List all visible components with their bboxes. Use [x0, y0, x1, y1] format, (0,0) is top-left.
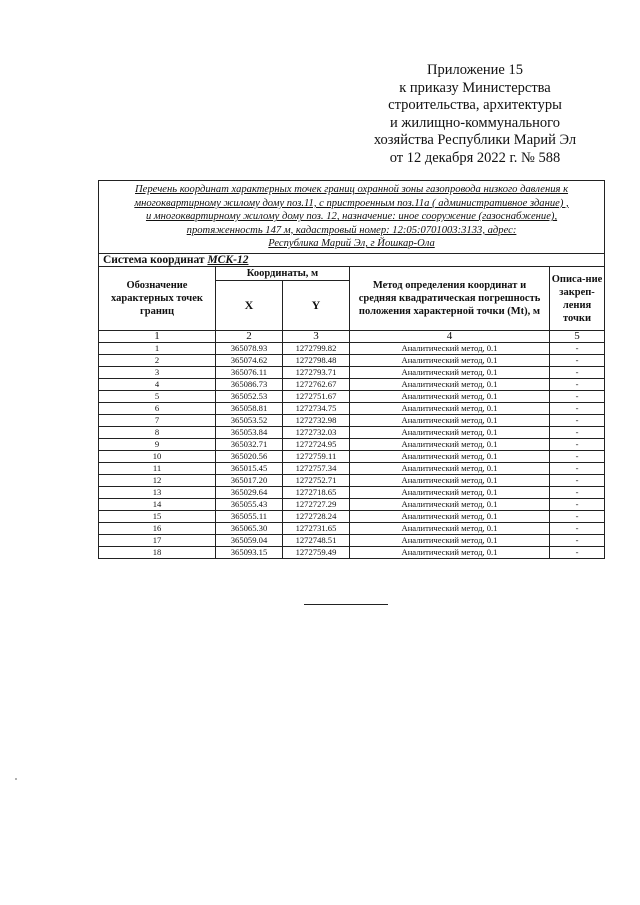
y-cell: 1272759.49 — [283, 547, 350, 559]
y-cell: 1272798.48 — [283, 355, 350, 367]
appendix-line: и жилищно-коммунального — [389, 114, 561, 131]
y-cell: 1272762.67 — [283, 379, 350, 391]
system-row — [99, 254, 605, 267]
x-cell: 365055.11 — [216, 511, 283, 523]
table-row — [99, 451, 605, 463]
table-row — [99, 391, 605, 403]
point-number-cell: 1 — [99, 343, 216, 355]
x-cell: 365032.71 — [216, 439, 283, 451]
method-cell: Аналитический метод, 0.1 — [350, 511, 550, 523]
x-cell: 365076.11 — [216, 367, 283, 379]
y-cell: 1272728.24 — [283, 511, 350, 523]
table-row — [99, 487, 605, 499]
table-row — [99, 403, 605, 415]
y-cell: 1272752.71 — [283, 475, 350, 487]
x-cell: 365029.64 — [216, 487, 283, 499]
header-x: X — [216, 281, 283, 331]
point-number-cell: 5 — [99, 391, 216, 403]
table-row — [99, 463, 605, 475]
coordinate-system — [99, 254, 605, 267]
table-row — [99, 367, 605, 379]
point-number-cell: 8 — [99, 427, 216, 439]
table-row — [99, 511, 605, 523]
point-number-cell: 11 — [99, 463, 216, 475]
y-cell: 1272718.65 — [283, 487, 350, 499]
description-cell: - — [550, 535, 605, 547]
separator-line — [304, 604, 388, 605]
y-cell: 1272793.71 — [283, 367, 350, 379]
y-cell: 1272731.65 — [283, 523, 350, 535]
x-cell: 365052.53 — [216, 391, 283, 403]
method-cell: Аналитический метод, 0.1 — [350, 535, 550, 547]
x-cell: 365078.93 — [216, 343, 283, 355]
x-cell: 365065.30 — [216, 523, 283, 535]
x-cell: 365059.04 — [216, 535, 283, 547]
header-description: Описа-ние закреп-ления точки — [550, 267, 605, 331]
method-cell: Аналитический метод, 0.1 — [350, 475, 550, 487]
description-cell: - — [550, 427, 605, 439]
y-cell: 1272759.11 — [283, 451, 350, 463]
column-number: 5 — [550, 331, 605, 343]
appendix-line: хозяйства Республики Марий Эл — [373, 132, 577, 149]
column-number: 1 — [99, 331, 216, 343]
method-cell: Аналитический метод, 0.1 — [350, 343, 550, 355]
x-cell: 365074.62 — [216, 355, 283, 367]
title-line: и многоквартирному жилому дому поз. 12, назначение: иное сооружение (газоснабжение), — [145, 211, 558, 223]
description-cell: - — [550, 367, 605, 379]
method-cell: Аналитический метод, 0.1 — [350, 391, 550, 403]
system-label: Система координат — [103, 254, 205, 266]
description-cell: - — [550, 379, 605, 391]
table-row — [99, 523, 605, 535]
description-cell: - — [550, 439, 605, 451]
description-cell: - — [550, 463, 605, 475]
system-value: МСК-12 — [207, 254, 249, 266]
method-cell: Аналитический метод, 0.1 — [350, 355, 550, 367]
x-cell: 365015.45 — [216, 463, 283, 475]
column-number: 3 — [283, 331, 350, 343]
appendix-line: Приложение 15 — [427, 62, 523, 78]
table-row — [99, 343, 605, 355]
point-number-cell: 18 — [99, 547, 216, 559]
method-cell: Аналитический метод, 0.1 — [350, 487, 550, 499]
table-row — [99, 547, 605, 559]
description-cell: - — [550, 391, 605, 403]
title-line: Республика Марий Эл, г Йошкар-Ола — [268, 238, 435, 250]
point-number-cell: 10 — [99, 451, 216, 463]
table-title — [99, 181, 605, 254]
point-number-cell: 14 — [99, 499, 216, 511]
y-cell: 1272757.34 — [283, 463, 350, 475]
appendix-line: от 12 декабря 2022 г. № 588 — [389, 149, 561, 166]
y-cell: 1272751.67 — [283, 391, 350, 403]
description-cell: - — [550, 547, 605, 559]
table-row — [99, 475, 605, 487]
x-cell: 365017.20 — [216, 475, 283, 487]
x-cell: 365053.52 — [216, 415, 283, 427]
point-number-cell: 12 — [99, 475, 216, 487]
description-cell: - — [550, 355, 605, 367]
y-cell: 1272732.98 — [283, 415, 350, 427]
description-cell: - — [550, 523, 605, 535]
scan-speck — [15, 778, 17, 780]
point-number-cell: 15 — [99, 511, 216, 523]
description-cell: - — [550, 403, 605, 415]
table-row — [99, 355, 605, 367]
table-row — [99, 499, 605, 511]
method-cell: Аналитический метод, 0.1 — [350, 523, 550, 535]
method-cell: Аналитический метод, 0.1 — [350, 427, 550, 439]
table-row — [99, 427, 605, 439]
x-cell: 365093.15 — [216, 547, 283, 559]
column-number-row — [99, 331, 605, 343]
y-cell: 1272799.82 — [283, 343, 350, 355]
method-cell: Аналитический метод, 0.1 — [350, 379, 550, 391]
title-line: Перечень координат характерных точек границ охранной зоны газопровода низкого давления к — [135, 184, 569, 196]
coordinates-table — [98, 180, 605, 559]
x-cell: 365020.56 — [216, 451, 283, 463]
description-cell: - — [550, 499, 605, 511]
header-coords: Координаты, м — [216, 267, 350, 281]
method-cell: Аналитический метод, 0.1 — [350, 439, 550, 451]
column-number: 2 — [216, 331, 283, 343]
y-cell: 1272732.03 — [283, 427, 350, 439]
x-cell: 365086.73 — [216, 379, 283, 391]
table-row — [99, 439, 605, 451]
header-row — [99, 267, 605, 281]
point-number-cell: 7 — [99, 415, 216, 427]
method-cell: Аналитический метод, 0.1 — [350, 451, 550, 463]
point-number-cell: 13 — [99, 487, 216, 499]
appendix-line: строительства, архитектуры — [388, 97, 562, 114]
description-cell: - — [550, 487, 605, 499]
description-cell: - — [550, 511, 605, 523]
y-cell: 1272748.51 — [283, 535, 350, 547]
title-line: многоквартирному жилому дому поз.11, с пристроенным поз.11а ( административное здание) , — [134, 197, 569, 209]
y-cell: 1272724.95 — [283, 439, 350, 451]
method-cell: Аналитический метод, 0.1 — [350, 547, 550, 559]
point-number-cell: 6 — [99, 403, 216, 415]
title-line: протяженность 147 м, кадастровый номер: 12:05:0701003:3133, адрес: — [186, 224, 517, 236]
method-cell: Аналитический метод, 0.1 — [350, 463, 550, 475]
header-y: Y — [283, 281, 350, 331]
point-number-cell: 3 — [99, 367, 216, 379]
table-row — [99, 379, 605, 391]
method-cell: Аналитический метод, 0.1 — [350, 403, 550, 415]
point-number-cell: 9 — [99, 439, 216, 451]
point-number-cell: 2 — [99, 355, 216, 367]
table-row — [99, 535, 605, 547]
appendix-header — [330, 62, 620, 168]
description-cell: - — [550, 475, 605, 487]
table-row — [99, 415, 605, 427]
point-number-cell: 16 — [99, 523, 216, 535]
title-row — [99, 181, 605, 254]
method-cell: Аналитический метод, 0.1 — [350, 415, 550, 427]
description-cell: - — [550, 415, 605, 427]
y-cell: 1272734.75 — [283, 403, 350, 415]
x-cell: 365053.84 — [216, 427, 283, 439]
header-designation: Обозначение характерных точек границ — [99, 267, 216, 331]
method-cell: Аналитический метод, 0.1 — [350, 367, 550, 379]
method-cell: Аналитический метод, 0.1 — [350, 499, 550, 511]
description-cell: - — [550, 343, 605, 355]
point-number-cell: 17 — [99, 535, 216, 547]
column-number: 4 — [350, 331, 550, 343]
header-method: Метод определения координат и средняя квадратическая погрешность положения характерной точки (Mt), м — [350, 267, 550, 331]
x-cell: 365055.43 — [216, 499, 283, 511]
point-number-cell: 4 — [99, 379, 216, 391]
x-cell: 365058.81 — [216, 403, 283, 415]
y-cell: 1272727.29 — [283, 499, 350, 511]
description-cell: - — [550, 451, 605, 463]
appendix-line: к приказу Министерства — [399, 79, 551, 96]
